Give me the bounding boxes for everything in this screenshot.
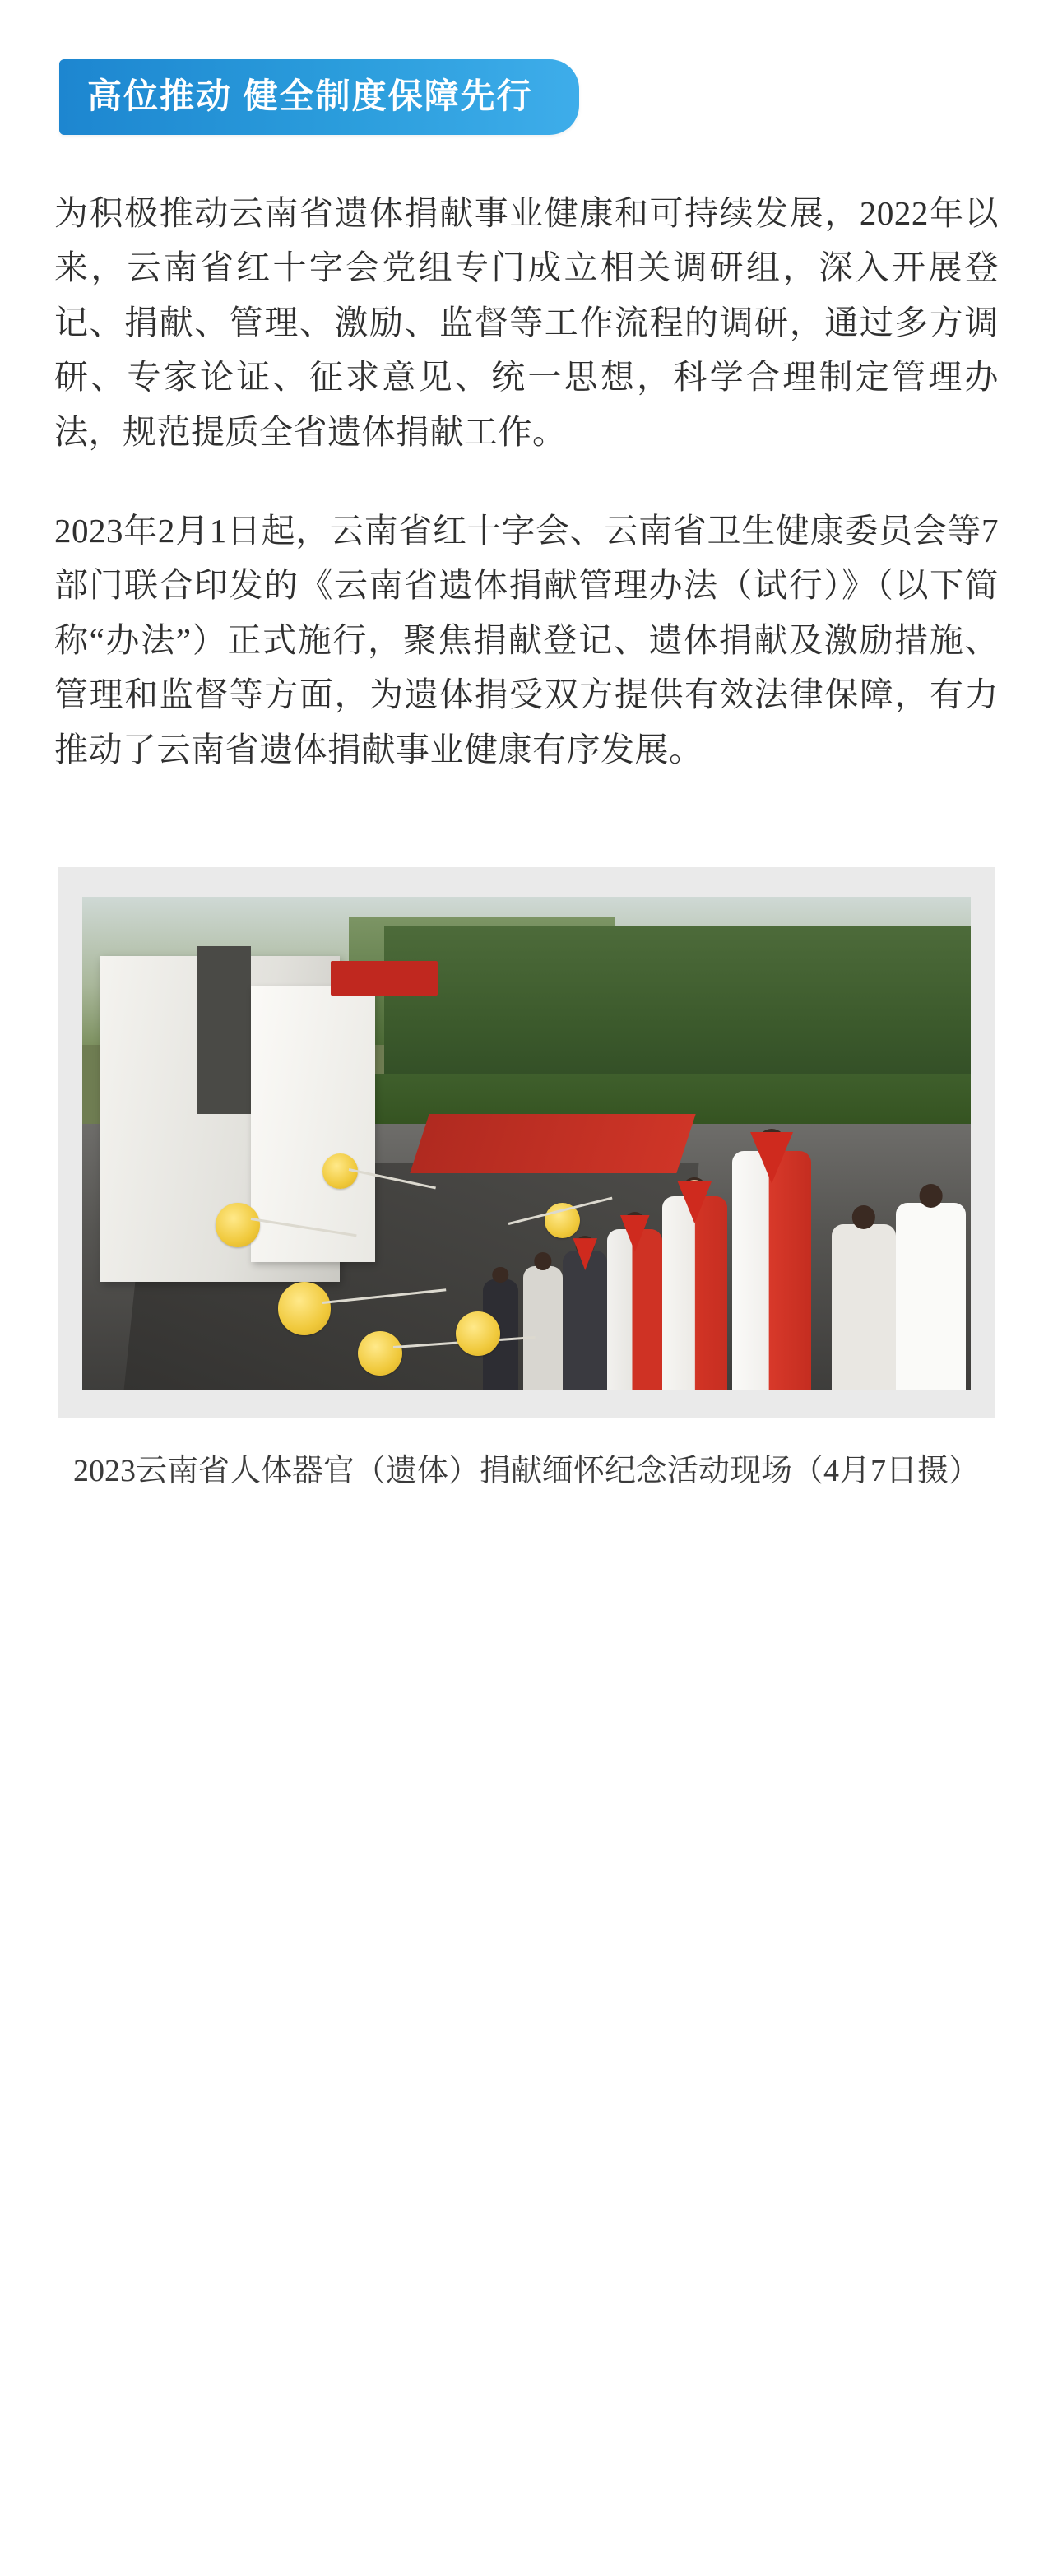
- photo-red-banner: [331, 961, 438, 996]
- figure: [58, 867, 995, 1418]
- photo-flower: [216, 1203, 260, 1247]
- section-heading-banner: 高位推动 健全制度保障先行: [59, 59, 579, 135]
- photo-memorial-pillar: [197, 946, 251, 1114]
- photo-flower: [358, 1331, 402, 1376]
- photo-flower: [278, 1282, 332, 1335]
- paragraph: 为积极推动云南省遗体捐献事业健康和可持续发展，2022年以来，云南省红十字会党组专门成立相关调研组，深入开展登记、捐献、管理、激励、监督等工作流程的调研，通过多方调研、专家论证、征求意见、统一思想，科学合理制定管理办法，规范提质全省遗体捐献工作。: [54, 194, 999, 451]
- ceremony-photo: [82, 897, 971, 1390]
- photo-participants: [473, 1005, 971, 1390]
- article-body: [0, 186, 1053, 777]
- section-heading-wrapper: [0, 0, 1053, 135]
- photo-flower: [456, 1311, 500, 1356]
- paragraph: 2023年2月1日起，云南省红十字会、云南省卫生健康委员会等7部门联合印发的《云南省遗体捐献管理办法（试行）》（以下简称“办法”）正式施行，聚焦捐献登记、遗体捐献及激励措施、管理和监督等方面，为遗体捐受双方提供有效法律保障，有力推动了云南省遗体捐献事业健康有序发展。: [54, 512, 999, 768]
- figure-caption: 2023云南省人体器官（遗体）捐献缅怀纪念活动现场（4月7日摄）: [72, 1454, 980, 1489]
